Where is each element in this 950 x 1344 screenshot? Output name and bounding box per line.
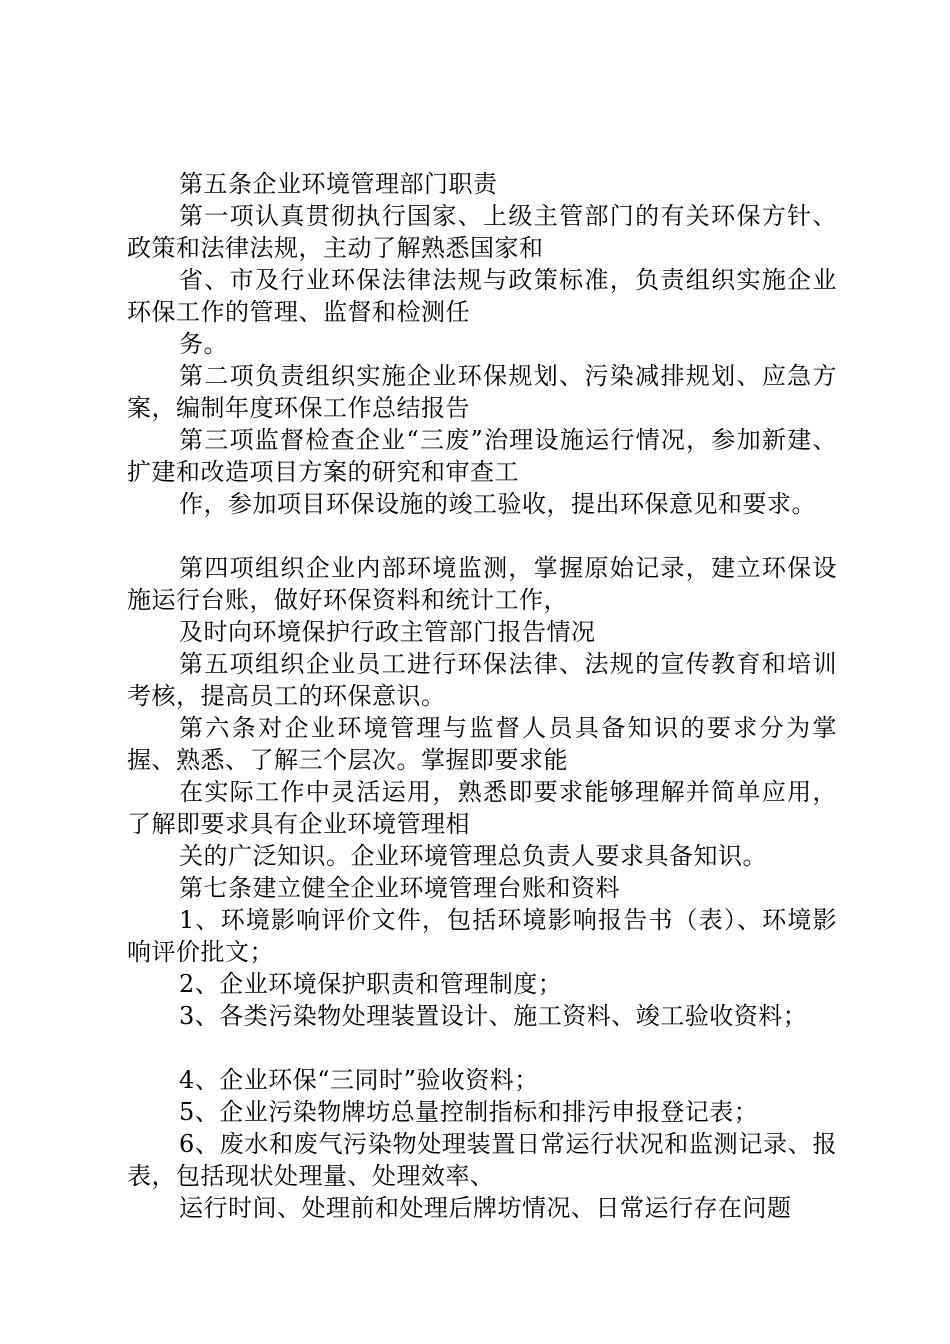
paragraph: 4、企业环保“三同时”验收资料； bbox=[179, 1066, 539, 1094]
paragraph: 第五项组织企业员工进行环保法律、法规的宣传教育和培训考核，提高员工的环保意识。 bbox=[127, 650, 837, 710]
paragraph: 第三项监督检查企业“三废”治理设施运行情况，参加新建、扩建和改造项目方案的研究和审查工 bbox=[127, 426, 837, 486]
paragraph: 6、废水和废气污染物处理装置日常运行状况和监测记录、报表，包括现状处理量、处理效率、 bbox=[127, 1130, 837, 1190]
paragraph: 第一项认真贯彻执行国家、上级主管部门的有关环保方针、政策和法律法规，主动了解熟悉国家和 bbox=[127, 202, 837, 262]
paragraph: 关的广泛知识。企业环境管理总负责人要求具备知识。 bbox=[179, 842, 767, 870]
paragraph: 5、企业污染物牌坊总量控制指标和排污申报登记表； bbox=[179, 1098, 759, 1126]
paragraph: 第七条建立健全企业环境管理台账和资料 bbox=[179, 874, 620, 902]
paragraph: 务。 bbox=[179, 330, 228, 358]
paragraph: 第六条对企业环境管理与监督人员具备知识的要求分为掌握、熟悉、了解三个层次。掌握即要求能 bbox=[127, 714, 837, 774]
blank-line bbox=[127, 1032, 837, 1064]
paragraph: 1、环境影响评价文件，包括环境影响报告书（表）、环境影响评价批文； bbox=[127, 906, 837, 966]
paragraph: 省、市及行业环保法律法规与政策标准，负责组织实施企业环保工作的管理、监督和检测任 bbox=[127, 266, 837, 326]
paragraph: 在实际工作中灵活运用，熟悉即要求能够理解并简单应用，了解即要求具有企业环境管理相 bbox=[127, 778, 837, 838]
paragraph: 第二项负责组织实施企业环保规划、污染减排规划、应急方案，编制年度环保工作总结报告 bbox=[127, 362, 837, 422]
paragraph: 及时向环境保护行政主管部门报告情况 bbox=[179, 618, 596, 646]
document-body bbox=[127, 168, 837, 1224]
blank-line bbox=[127, 520, 837, 552]
paragraph: 运行时间、处理前和处理后牌坊情况、日常运行存在问题 bbox=[179, 1194, 792, 1222]
paragraph: 作，参加项目环保设施的竣工验收，提出环保意见和要求。 bbox=[179, 490, 816, 518]
paragraph: 第五条企业环境管理部门职责 bbox=[179, 170, 498, 198]
paragraph: 2、企业环境保护职责和管理制度； bbox=[179, 970, 563, 998]
paragraph: 第四项组织企业内部环境监测，掌握原始记录，建立环保设施运行台账，做好环保资料和统计工作， bbox=[127, 554, 837, 614]
paragraph: 3、各类污染物处理装置设计、施工资料、竣工验收资料； bbox=[179, 1002, 808, 1030]
